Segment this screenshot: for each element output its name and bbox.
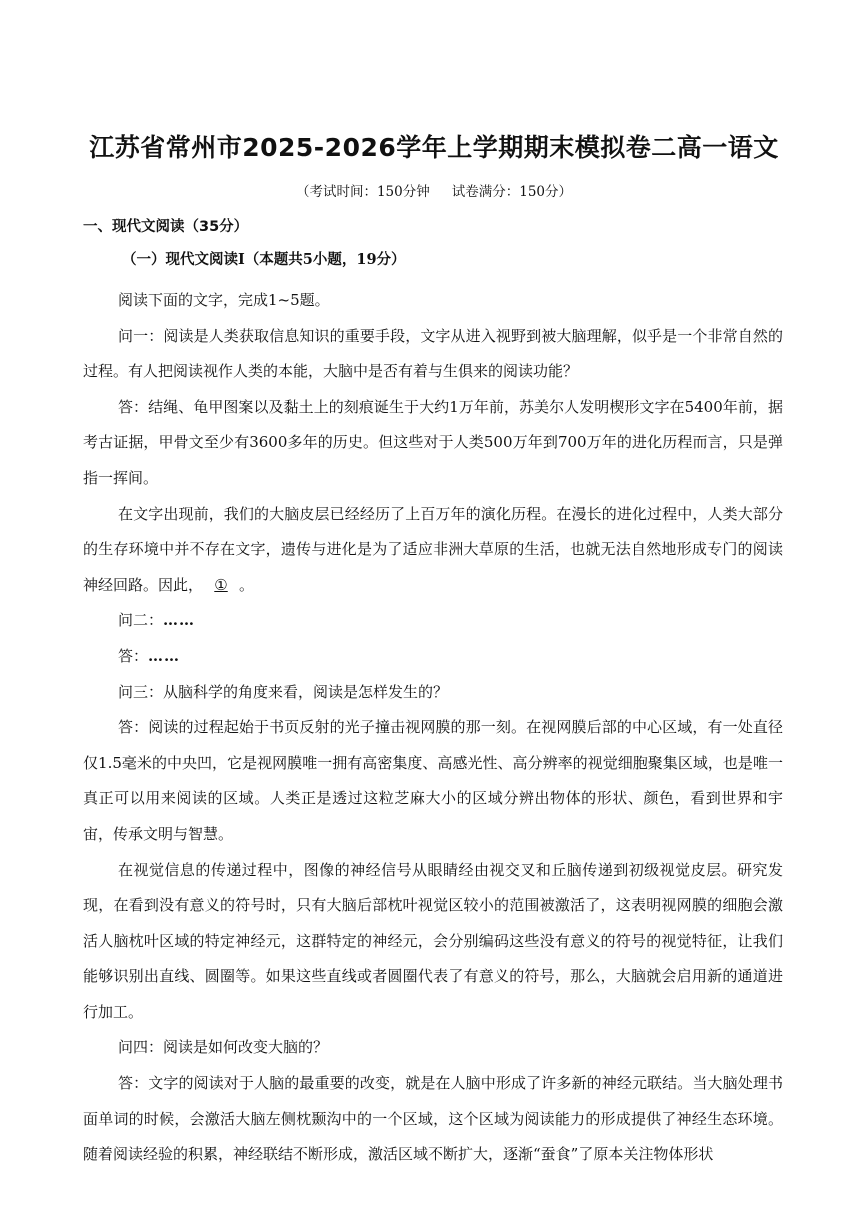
document-title: 江苏省常州市2025-2026学年上学期期末模拟卷二高一语文 [89, 133, 779, 162]
reading-passage [83, 283, 783, 1173]
exam-score: 试卷满分：150分） [451, 184, 573, 200]
fill-blank-1: ① [214, 575, 228, 594]
answer-3-continued: 在视觉信息的传递过程中，图像的神经信号从眼睛经由视交叉和丘脑传递到初级视觉皮层。研究发现，在看到没有意义的符号时，只有大脑后部枕叶视觉区较小的范围被激活了，这表明视网膜的细胞会激活人脑枕叶区域的特定神经元，这群特定的神经元，会分别编码这些没有意义的符号的视觉特征，让我们能够识别出直线、圆圈等。如果这些直线或者圆圈代表了有意义的符号，那么，大脑就会启用新的通道进行加工。 [83, 860, 783, 1021]
paragraph-text: 在文字出现前，我们的大脑皮层已经经历了上百万年的演化历程。在漫长的进化过程中，人类大部分的生存环境中并不存在文字，遗传与进化是为了适应非洲大草原的生活，也就无法自然地形成专门的阅读神经回路。因此， [83, 504, 783, 594]
sub-heading: （一）现代文阅读I（本题共5小题，19分） [122, 251, 406, 268]
exam-info [0, 180, 868, 200]
exam-time: （考试时间：150分钟 [295, 184, 430, 200]
instruction-paragraph: 阅读下面的文字，完成1~5题。 [118, 291, 330, 309]
answer-1-continued [83, 497, 783, 604]
question-2 [83, 603, 783, 639]
answer-1: 答：结绳、龟甲图案以及黏土上的刻痕诞生于大约1万年前，苏美尔人发明楔形文字在5400年前，据考古证据，甲骨文至少有3600多年的历史。但这些对于人类500万年到700万年的进化历程而言，只是弹指一挥间。 [83, 397, 783, 487]
answer-3: 答：阅读的过程起始于书页反射的光子撞击视网膜的那一刻。在视网膜后部的中心区域，有一处直径仅1.5毫米的中央凹，它是视网膜唯一拥有高密集度、高感光性、高分辨率的视觉细胞聚集区域，也是唯一真正可以用来阅读的区域。人类正是透过这粒芝麻大小的区域分辨出物体的形状、颜色，看到世界和宇宙，传承文明与智慧。 [83, 718, 783, 843]
question-3: 问三：从脑科学的角度来看，阅读是怎样发生的？ [118, 682, 449, 701]
answer-2-label: 答： [118, 646, 149, 665]
omission-mark: …… [148, 646, 181, 665]
answer-4: 答：文字的阅读对于人脑的最重要的改变，就是在人脑中形成了许多新的神经元联结。当大脑处理书面单词的时候，会激活大脑左侧枕颞沟中的一个区域，这个区域为阅读能力的形成提供了神经生态环境。随着阅读经验的积累，神经联结不断形成，激活区域不断扩大，逐渐“蚕食”了原本关注物体形状 [83, 1074, 783, 1164]
question-4: 问四：阅读是如何改变大脑的？ [118, 1038, 329, 1057]
answer-2 [83, 639, 783, 675]
paragraph-end: 。 [239, 575, 255, 594]
question-1: 问一：阅读是人类获取信息知识的重要手段，文字从进入视野到被大脑理解，似乎是一个非常自然的过程。有人把阅读视作人类的本能，大脑中是否有着与生俱来的阅读功能？ [83, 326, 783, 381]
omission-mark: …… [163, 611, 196, 630]
question-2-label: 问二： [118, 611, 164, 630]
section-heading: 一、现代文阅读（35分） [83, 219, 249, 235]
